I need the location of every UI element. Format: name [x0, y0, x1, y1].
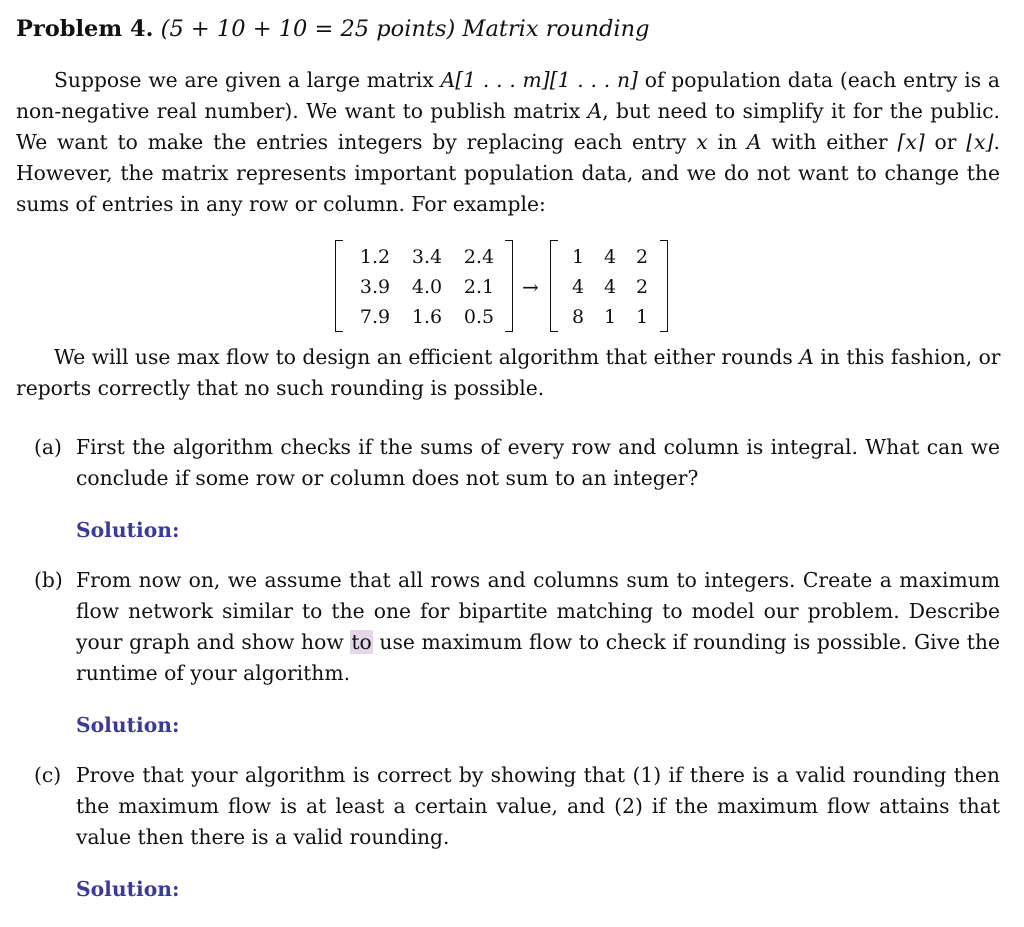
matrix-before-cell: 3.4 — [411, 246, 443, 268]
right-arrow-icon: → — [522, 275, 539, 299]
matrix-after-cell: 1 — [635, 306, 649, 328]
solution-a-label: Solution: — [76, 518, 180, 542]
matrix-after-cell: 2 — [635, 246, 649, 268]
right-bracket — [505, 240, 513, 332]
problem-points: (5 + 10 + 10 = 25 points) Matrix rounding — [160, 16, 650, 42]
matrix-after-grid — [562, 242, 658, 332]
part-b-text: From now on, we assume that all rows and columns sum to integers. Create a maximum flow network similar to the one for bipartite matching to model our problem. Describe your graph and show how to use maximum flow to check if rounding is possible. Give the runtime of your algorithm. — [76, 568, 1000, 685]
matrix-before-cell: 1.6 — [411, 306, 443, 328]
part-a — [16, 432, 1000, 494]
example-matrices — [335, 240, 695, 334]
matrix-after-cell: 1 — [571, 246, 585, 268]
part-a-text: First the algorithm checks if the sums of every row and column is integral. What can we conclude if some row or column does not sum to an integer? — [76, 435, 1000, 490]
matrix-after-cell: 4 — [603, 246, 617, 268]
intro-line-4: However, the matrix represents important population data, and we do not want to change the — [16, 161, 1000, 185]
problem-title — [16, 14, 650, 44]
part-c-text: Prove that your algorithm is correct by showing that (1) if there is a valid rounding then the maximum flow is at least a certain value, and (2) if the maximum flow attains that value then there is a valid rounding. — [76, 763, 1000, 849]
flow-line-1: We will use max flow to design an efficient algorithm that either rounds A in this fashion, or — [54, 345, 1001, 369]
highlighted-word[interactable]: to — [351, 630, 372, 654]
matrix-after-cell: 4 — [603, 276, 617, 298]
problem-label: Problem 4. — [16, 16, 154, 42]
intro-line-5: sums of entries in any row or column. For example: — [16, 192, 546, 216]
part-b-label: (b) — [34, 568, 63, 592]
left-bracket — [335, 240, 343, 332]
intro-line-3: We want to make the entries integers by replacing each entry x in A with either ⌈x⌉ or ⌊x⌋. — [16, 130, 1000, 154]
matrix-before-cell: 2.1 — [463, 276, 495, 298]
flow-line-2: reports correctly that no such rounding is possible. — [16, 376, 545, 400]
intro-paragraph — [16, 65, 1000, 220]
intro-line-1: Suppose we are given a large matrix A[1 . . . m][1 . . . n] of population data (each entry is a — [54, 68, 1000, 92]
matrix-before — [335, 240, 513, 334]
matrix-before-cell: 2.4 — [463, 246, 495, 268]
flow-paragraph — [16, 342, 1000, 404]
matrix-after-cell: 8 — [571, 306, 585, 328]
part-c — [16, 760, 1000, 853]
intro-line-2: non-negative real number). We want to publish matrix A, but need to simplify it for the public. — [16, 99, 1000, 123]
matrix-before-cell: 1.2 — [359, 246, 391, 268]
part-a-label: (a) — [34, 435, 62, 459]
solution-c-label: Solution: — [76, 877, 180, 901]
matrix-after — [550, 240, 668, 334]
part-c-label: (c) — [34, 763, 62, 787]
part-b — [16, 565, 1000, 689]
matrix-before-cell: 0.5 — [463, 306, 495, 328]
matrix-after-cell: 4 — [571, 276, 585, 298]
matrix-after-cell: 1 — [603, 306, 617, 328]
matrix-before-cell: 7.9 — [359, 306, 391, 328]
matrix-before-cell: 3.9 — [359, 276, 391, 298]
matrix-before-grid — [349, 242, 505, 332]
left-bracket — [550, 240, 558, 332]
right-bracket — [660, 240, 668, 332]
matrix-after-cell: 2 — [635, 276, 649, 298]
solution-b-label: Solution: — [76, 713, 180, 737]
matrix-before-cell: 4.0 — [411, 276, 443, 298]
